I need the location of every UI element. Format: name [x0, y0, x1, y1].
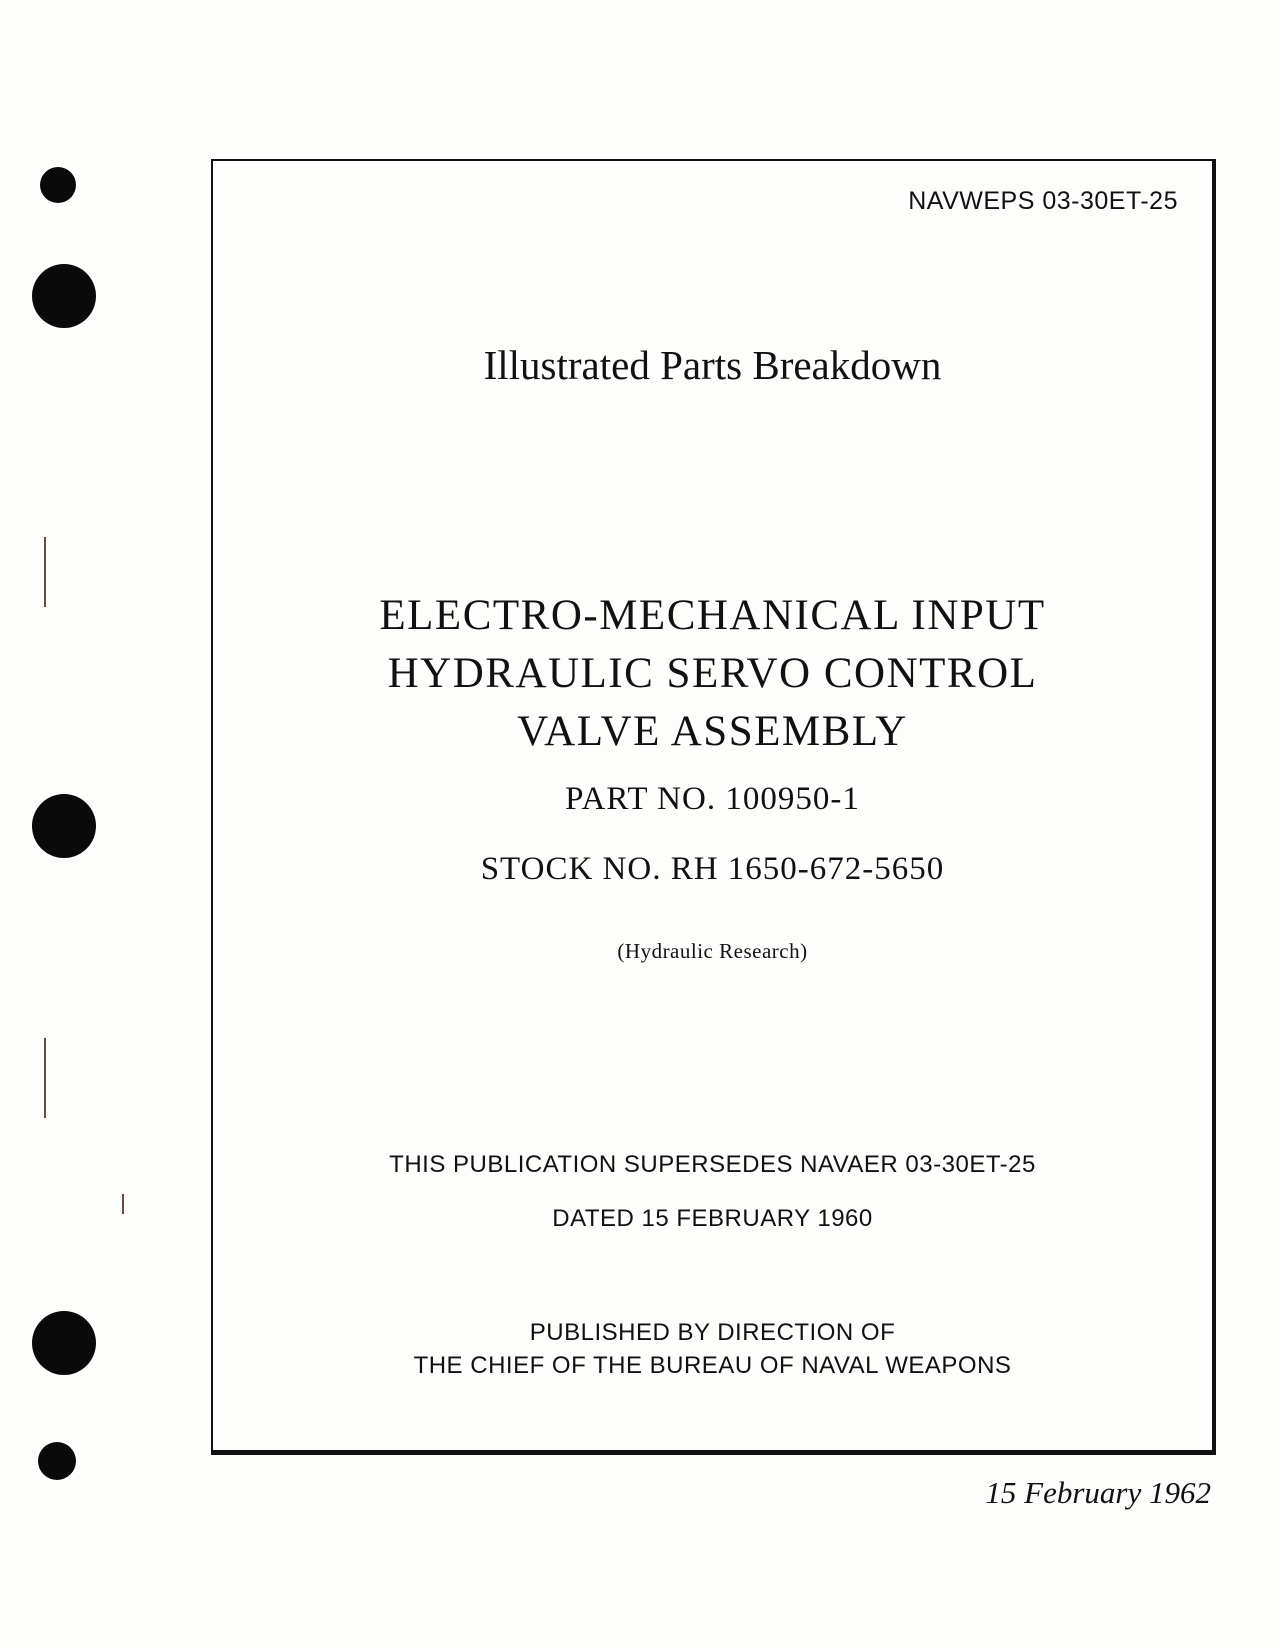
part-number: PART NO. 100950-1	[565, 781, 860, 817]
binder-hole	[32, 794, 96, 858]
publisher-line: THE CHIEF OF THE BUREAU OF NAVAL WEAPONS	[413, 1352, 1012, 1379]
document-number: NAVWEPS 03-30ET-25	[908, 187, 1178, 215]
manufacturer: (Hydraulic Research)	[617, 939, 808, 963]
supersedes-notice: THIS PUBLICATION SUPERSEDES NAVAER 03-30ET-25	[389, 1151, 1036, 1178]
title-line: HYDRAULIC SERVO CONTROL	[387, 650, 1038, 697]
stock-number: STOCK NO. RH 1650-672-5650	[480, 851, 945, 887]
scan-speck	[44, 537, 46, 607]
title-line: ELECTRO-MECHANICAL INPUT	[379, 592, 1046, 639]
superseded-date: DATED 15 FEBRUARY 1960	[552, 1205, 873, 1232]
scan-speck	[44, 1038, 46, 1118]
publisher-line: PUBLISHED BY DIRECTION OF	[529, 1319, 896, 1346]
binder-hole	[32, 1311, 96, 1375]
document-type: Illustrated Parts Breakdown	[483, 342, 942, 388]
title-line: VALVE ASSEMBLY	[517, 708, 908, 755]
binder-hole	[32, 264, 96, 328]
publication-date: 15 February 1962	[985, 1475, 1211, 1510]
binder-hole	[40, 167, 76, 203]
binder-hole	[38, 1442, 76, 1480]
scan-speck	[122, 1194, 124, 1214]
cover-frame	[211, 159, 1216, 1455]
